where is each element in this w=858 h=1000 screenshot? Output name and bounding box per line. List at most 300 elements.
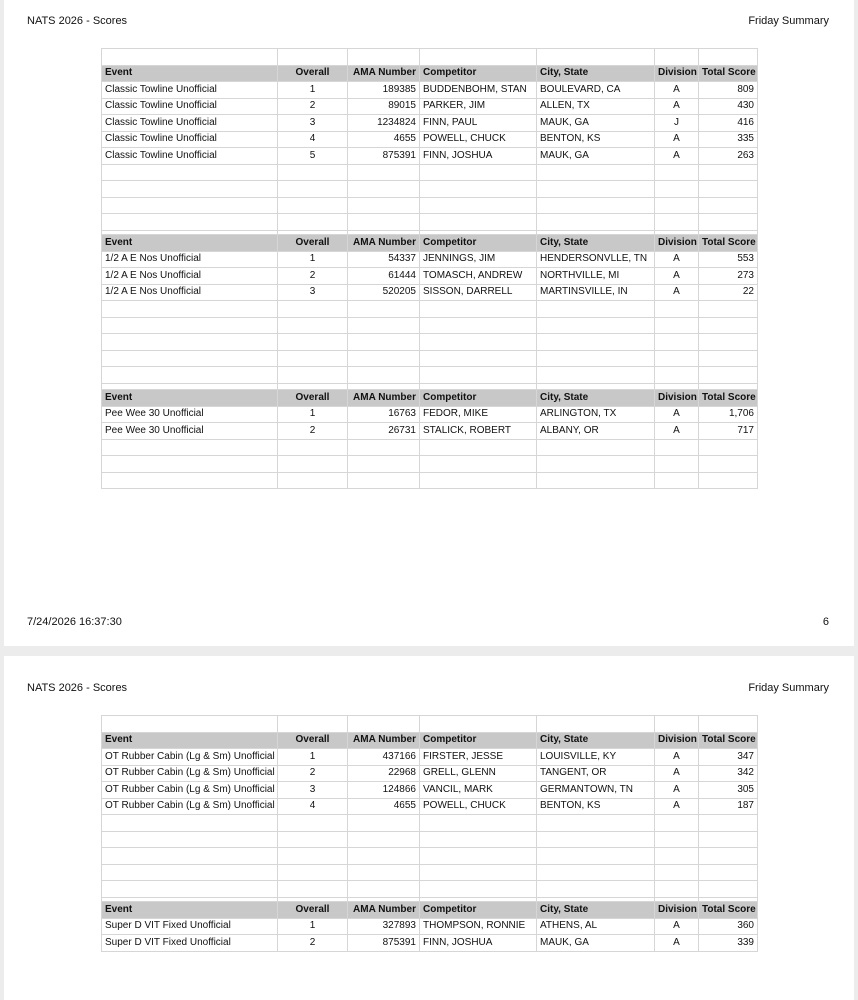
cell-overall: 2 [278, 935, 348, 952]
scores-table [101, 901, 758, 952]
column-header-total-score: Total Score [699, 732, 758, 749]
cell-city-state: GERMANTOWN, TN [537, 782, 655, 799]
empty-cell [102, 716, 278, 733]
empty-cell [348, 181, 420, 198]
column-header-event: Event [102, 390, 278, 407]
column-header-competitor: Competitor [420, 390, 537, 407]
cell-event: Pee Wee 30 Unofficial [102, 406, 278, 423]
cell-city-state: MAUK, GA [537, 148, 655, 165]
cell-total-score: 717 [699, 423, 758, 440]
column-header-total-score: Total Score [699, 65, 758, 82]
cell-ama-number: 89015 [348, 98, 420, 115]
table-row [102, 82, 758, 99]
table-row [102, 423, 758, 440]
cell-total-score: 809 [699, 82, 758, 99]
empty-cell [537, 831, 655, 848]
cell-ama-number: 189385 [348, 82, 420, 99]
scores-table [101, 48, 758, 247]
empty-cell [102, 472, 278, 489]
column-header-city-state: City, State [537, 65, 655, 82]
empty-cell [699, 864, 758, 881]
column-header-competitor: Competitor [420, 902, 537, 919]
column-header-overall: Overall [278, 732, 348, 749]
cell-total-score: 187 [699, 798, 758, 815]
column-header-overall: Overall [278, 235, 348, 252]
empty-cell [278, 317, 348, 334]
scores-table [101, 715, 758, 914]
page-header-title: NATS 2026 - Scores [27, 15, 128, 27]
cell-city-state: ATHENS, AL [537, 918, 655, 935]
empty-cell [102, 164, 278, 181]
cell-overall: 4 [278, 131, 348, 148]
column-header-ama-number: AMA Number [348, 390, 420, 407]
report-page-1 [4, 0, 854, 646]
empty-cell [278, 815, 348, 832]
cell-city-state: ARLINGTON, TX [537, 406, 655, 423]
empty-cell [102, 350, 278, 367]
empty-cell [278, 439, 348, 456]
empty-cell [420, 301, 537, 318]
cell-competitor: FINN, JOSHUA [420, 935, 537, 952]
empty-row [102, 716, 758, 733]
column-header-total-score: Total Score [699, 902, 758, 919]
cell-division: J [655, 115, 699, 132]
empty-cell [420, 350, 537, 367]
empty-cell [348, 301, 420, 318]
empty-cell [420, 197, 537, 214]
cell-city-state: ALLEN, TX [537, 98, 655, 115]
empty-cell [348, 716, 420, 733]
cell-total-score: 347 [699, 749, 758, 766]
cell-ama-number: 22968 [348, 765, 420, 782]
empty-cell [102, 317, 278, 334]
cell-overall: 2 [278, 98, 348, 115]
column-header-ama-number: AMA Number [348, 902, 420, 919]
empty-cell [278, 848, 348, 865]
table-row [102, 935, 758, 952]
column-header-ama-number: AMA Number [348, 235, 420, 252]
empty-cell [278, 472, 348, 489]
cell-division: A [655, 798, 699, 815]
cell-division: A [655, 918, 699, 935]
empty-cell [420, 472, 537, 489]
empty-cell [102, 214, 278, 231]
empty-cell [699, 350, 758, 367]
empty-cell [699, 831, 758, 848]
cell-event: 1/2 A E Nos Unofficial [102, 268, 278, 285]
empty-cell [102, 848, 278, 865]
empty-cell [537, 815, 655, 832]
empty-cell [348, 350, 420, 367]
cell-ama-number: 520205 [348, 284, 420, 301]
column-header-event: Event [102, 65, 278, 82]
cell-city-state: BOULEVARD, CA [537, 82, 655, 99]
empty-cell [278, 367, 348, 384]
cell-total-score: 1,706 [699, 406, 758, 423]
cell-overall: 2 [278, 423, 348, 440]
empty-cell [420, 214, 537, 231]
empty-cell [348, 439, 420, 456]
cell-competitor: PARKER, JIM [420, 98, 537, 115]
empty-cell [102, 864, 278, 881]
cell-ama-number: 61444 [348, 268, 420, 285]
column-header-event: Event [102, 902, 278, 919]
empty-cell [699, 214, 758, 231]
cell-competitor: THOMPSON, RONNIE [420, 918, 537, 935]
empty-cell [420, 848, 537, 865]
cell-total-score: 305 [699, 782, 758, 799]
column-header-total-score: Total Score [699, 390, 758, 407]
empty-cell [537, 301, 655, 318]
empty-cell [537, 716, 655, 733]
cell-competitor: JENNINGS, JIM [420, 251, 537, 268]
empty-cell [699, 334, 758, 351]
empty-cell [278, 214, 348, 231]
empty-cell [537, 164, 655, 181]
empty-row [102, 334, 758, 351]
column-header-overall: Overall [278, 902, 348, 919]
empty-cell [420, 334, 537, 351]
cell-competitor: SISSON, DARRELL [420, 284, 537, 301]
empty-cell [537, 456, 655, 473]
empty-cell [102, 831, 278, 848]
cell-ama-number: 437166 [348, 749, 420, 766]
cell-city-state: HENDERSONVLLE, TN [537, 251, 655, 268]
table-row [102, 268, 758, 285]
page-header-summary: Friday Summary [748, 682, 829, 694]
empty-cell [699, 367, 758, 384]
cell-overall: 1 [278, 749, 348, 766]
empty-cell [102, 197, 278, 214]
empty-cell [655, 197, 699, 214]
cell-total-score: 342 [699, 765, 758, 782]
cell-city-state: NORTHVILLE, MI [537, 268, 655, 285]
cell-competitor: TOMASCH, ANDREW [420, 268, 537, 285]
empty-cell [655, 848, 699, 865]
empty-cell [655, 367, 699, 384]
column-header-ama-number: AMA Number [348, 732, 420, 749]
empty-cell [420, 864, 537, 881]
empty-cell [537, 472, 655, 489]
cell-city-state: MAUK, GA [537, 935, 655, 952]
cell-division: A [655, 82, 699, 99]
cell-event: Pee Wee 30 Unofficial [102, 423, 278, 440]
empty-cell [655, 831, 699, 848]
page-number: 6 [822, 616, 829, 628]
empty-cell [278, 881, 348, 898]
empty-cell [102, 49, 278, 66]
empty-cell [420, 181, 537, 198]
empty-cell [348, 197, 420, 214]
empty-cell [537, 317, 655, 334]
empty-cell [102, 301, 278, 318]
empty-cell [348, 367, 420, 384]
cell-event: Classic Towline Unofficial [102, 148, 278, 165]
empty-row [102, 350, 758, 367]
empty-cell [420, 815, 537, 832]
column-header-overall: Overall [278, 65, 348, 82]
table-row [102, 148, 758, 165]
empty-cell [102, 456, 278, 473]
cell-overall: 3 [278, 782, 348, 799]
cell-event: OT Rubber Cabin (Lg & Sm) Unofficial [102, 798, 278, 815]
empty-cell [348, 164, 420, 181]
cell-event: Classic Towline Unofficial [102, 98, 278, 115]
cell-competitor: VANCIL, MARK [420, 782, 537, 799]
table-row [102, 765, 758, 782]
empty-cell [348, 317, 420, 334]
empty-cell [278, 49, 348, 66]
empty-cell [102, 881, 278, 898]
cell-division: A [655, 423, 699, 440]
column-header-city-state: City, State [537, 235, 655, 252]
cell-city-state: TANGENT, OR [537, 765, 655, 782]
empty-cell [655, 472, 699, 489]
table-header-row [102, 390, 758, 407]
empty-cell [348, 831, 420, 848]
empty-row [102, 848, 758, 865]
column-header-city-state: City, State [537, 902, 655, 919]
empty-cell [537, 197, 655, 214]
empty-cell [699, 848, 758, 865]
empty-cell [655, 214, 699, 231]
empty-cell [102, 181, 278, 198]
column-header-ama-number: AMA Number [348, 65, 420, 82]
empty-cell [102, 439, 278, 456]
cell-event: OT Rubber Cabin (Lg & Sm) Unofficial [102, 782, 278, 799]
cell-division: A [655, 406, 699, 423]
cell-division: A [655, 749, 699, 766]
empty-cell [699, 301, 758, 318]
empty-cell [420, 367, 537, 384]
empty-cell [278, 350, 348, 367]
cell-ama-number: 54337 [348, 251, 420, 268]
cell-division: A [655, 284, 699, 301]
column-header-division: Division [655, 902, 699, 919]
empty-cell [420, 831, 537, 848]
column-header-total-score: Total Score [699, 235, 758, 252]
cell-ama-number: 327893 [348, 918, 420, 935]
cell-total-score: 263 [699, 148, 758, 165]
empty-cell [102, 367, 278, 384]
empty-cell [655, 164, 699, 181]
cell-total-score: 22 [699, 284, 758, 301]
cell-ama-number: 16763 [348, 406, 420, 423]
empty-cell [348, 864, 420, 881]
cell-competitor: FIRSTER, JESSE [420, 749, 537, 766]
empty-cell [655, 864, 699, 881]
cell-ama-number: 4655 [348, 131, 420, 148]
page-header-title: NATS 2026 - Scores [27, 682, 128, 694]
empty-cell [102, 815, 278, 832]
empty-cell [655, 439, 699, 456]
cell-event: Classic Towline Unofficial [102, 131, 278, 148]
cell-event: Classic Towline Unofficial [102, 82, 278, 99]
empty-cell [537, 181, 655, 198]
cell-division: A [655, 98, 699, 115]
table-row [102, 284, 758, 301]
empty-row [102, 864, 758, 881]
table-row [102, 406, 758, 423]
cell-ama-number: 875391 [348, 148, 420, 165]
empty-cell [655, 815, 699, 832]
empty-cell [699, 164, 758, 181]
empty-cell [655, 350, 699, 367]
cell-ama-number: 1234824 [348, 115, 420, 132]
empty-cell [655, 317, 699, 334]
cell-event: OT Rubber Cabin (Lg & Sm) Unofficial [102, 749, 278, 766]
table-row [102, 918, 758, 935]
cell-division: A [655, 131, 699, 148]
empty-cell [699, 439, 758, 456]
empty-cell [537, 214, 655, 231]
cell-ama-number: 26731 [348, 423, 420, 440]
column-header-division: Division [655, 732, 699, 749]
empty-row [102, 881, 758, 898]
cell-overall: 2 [278, 765, 348, 782]
cell-event: OT Rubber Cabin (Lg & Sm) Unofficial [102, 765, 278, 782]
cell-overall: 1 [278, 82, 348, 99]
empty-cell [655, 716, 699, 733]
empty-cell [278, 831, 348, 848]
cell-competitor: STALICK, ROBERT [420, 423, 537, 440]
empty-cell [537, 864, 655, 881]
cell-division: A [655, 148, 699, 165]
cell-competitor: FINN, PAUL [420, 115, 537, 132]
empty-cell [278, 181, 348, 198]
table-row [102, 115, 758, 132]
cell-event: Super D VIT Fixed Unofficial [102, 918, 278, 935]
column-header-event: Event [102, 235, 278, 252]
cell-competitor: POWELL, CHUCK [420, 798, 537, 815]
cell-total-score: 416 [699, 115, 758, 132]
empty-cell [420, 164, 537, 181]
empty-cell [699, 881, 758, 898]
empty-cell [699, 472, 758, 489]
empty-cell [655, 49, 699, 66]
empty-row [102, 439, 758, 456]
empty-cell [699, 815, 758, 832]
cell-overall: 1 [278, 406, 348, 423]
empty-cell [278, 197, 348, 214]
table-row [102, 98, 758, 115]
empty-cell [537, 881, 655, 898]
empty-cell [348, 815, 420, 832]
empty-row [102, 164, 758, 181]
column-header-competitor: Competitor [420, 235, 537, 252]
column-header-event: Event [102, 732, 278, 749]
cell-city-state: BENTON, KS [537, 131, 655, 148]
empty-cell [348, 214, 420, 231]
empty-cell [699, 49, 758, 66]
table-row [102, 251, 758, 268]
cell-division: A [655, 935, 699, 952]
empty-row [102, 214, 758, 231]
table-row [102, 749, 758, 766]
empty-cell [655, 881, 699, 898]
column-header-overall: Overall [278, 390, 348, 407]
column-header-competitor: Competitor [420, 65, 537, 82]
empty-cell [278, 301, 348, 318]
cell-event: Super D VIT Fixed Unofficial [102, 935, 278, 952]
empty-cell [699, 716, 758, 733]
empty-cell [348, 456, 420, 473]
empty-row [102, 317, 758, 334]
empty-cell [278, 164, 348, 181]
cell-event: 1/2 A E Nos Unofficial [102, 251, 278, 268]
empty-cell [537, 848, 655, 865]
cell-overall: 4 [278, 798, 348, 815]
column-header-city-state: City, State [537, 732, 655, 749]
empty-cell [278, 334, 348, 351]
empty-cell [537, 439, 655, 456]
empty-cell [348, 334, 420, 351]
empty-cell [655, 181, 699, 198]
empty-cell [348, 881, 420, 898]
table-header-row [102, 65, 758, 82]
cell-division: A [655, 782, 699, 799]
cell-total-score: 339 [699, 935, 758, 952]
cell-overall: 5 [278, 148, 348, 165]
empty-cell [655, 334, 699, 351]
cell-division: A [655, 268, 699, 285]
empty-cell [537, 367, 655, 384]
cell-city-state: BENTON, KS [537, 798, 655, 815]
empty-cell [102, 334, 278, 351]
empty-cell [420, 716, 537, 733]
empty-cell [420, 881, 537, 898]
column-header-division: Division [655, 65, 699, 82]
empty-row [102, 831, 758, 848]
cell-division: A [655, 251, 699, 268]
empty-row [102, 197, 758, 214]
empty-cell [537, 49, 655, 66]
table-header-row [102, 235, 758, 252]
table-header-row [102, 732, 758, 749]
cell-total-score: 360 [699, 918, 758, 935]
empty-cell [699, 456, 758, 473]
cell-ama-number: 124866 [348, 782, 420, 799]
empty-cell [699, 181, 758, 198]
table-header-row [102, 902, 758, 919]
cell-competitor: POWELL, CHUCK [420, 131, 537, 148]
empty-row [102, 456, 758, 473]
empty-cell [420, 317, 537, 334]
cell-city-state: ALBANY, OR [537, 423, 655, 440]
cell-event: 1/2 A E Nos Unofficial [102, 284, 278, 301]
empty-cell [348, 49, 420, 66]
cell-total-score: 273 [699, 268, 758, 285]
column-header-division: Division [655, 235, 699, 252]
table-row [102, 782, 758, 799]
table-row [102, 798, 758, 815]
column-header-city-state: City, State [537, 390, 655, 407]
cell-ama-number: 875391 [348, 935, 420, 952]
cell-ama-number: 4655 [348, 798, 420, 815]
cell-competitor: GRELL, GLENN [420, 765, 537, 782]
empty-cell [278, 864, 348, 881]
empty-row [102, 301, 758, 318]
cell-city-state: LOUISVILLE, KY [537, 749, 655, 766]
empty-row [102, 49, 758, 66]
empty-cell [348, 848, 420, 865]
empty-cell [420, 456, 537, 473]
page-header-summary: Friday Summary [748, 15, 829, 27]
empty-cell [699, 197, 758, 214]
cell-competitor: FINN, JOSHUA [420, 148, 537, 165]
cell-overall: 1 [278, 251, 348, 268]
column-header-division: Division [655, 390, 699, 407]
